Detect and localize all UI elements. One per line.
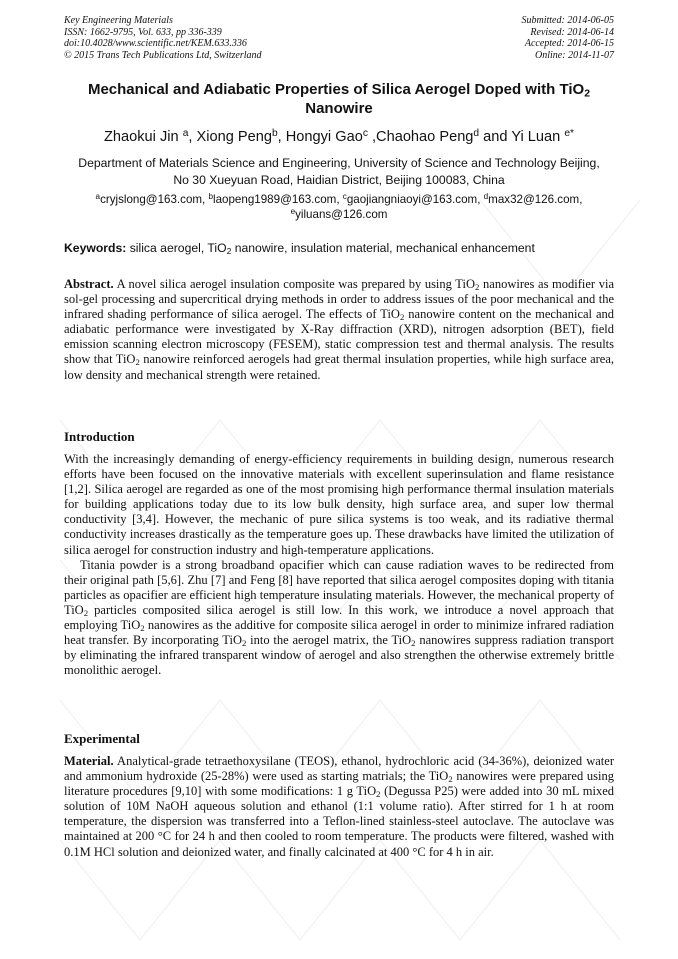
keywords-text-1: silica aerogel, TiO bbox=[129, 241, 227, 255]
doi-line: doi:10.4028/www.scientific.net/KEM.633.336 bbox=[64, 38, 247, 49]
author-name: Yi Luan bbox=[511, 129, 561, 145]
intro-text: nanowires suppress radiation transport by eliminating the infrared transparent window of aerogel and also strengthen the otherwise extremely brittle monolithic aerogel. bbox=[64, 633, 614, 678]
affiliation bbox=[40, 155, 638, 189]
author-name: Hongyi Gao bbox=[285, 129, 363, 145]
email-address[interactable]: yiluans@126.com bbox=[295, 208, 388, 221]
introduction-paragraph-2 bbox=[64, 558, 614, 679]
submitted-date: Submitted: 2014-06-05 bbox=[521, 15, 614, 26]
author-list: Zhaokui Jin $^a$, Xiong Peng$^b$, Hongyi Gao$^c$ ,Chaohao Peng$^d$ and Yi Luan $^{e*}$ bbox=[103, 127, 575, 145]
email-address[interactable]: gaojiangniaoyi@163.com bbox=[346, 193, 478, 206]
introduction-paragraph-1: With the increasingly demanding of energy-efficiency requirements in building design, numerous research efforts have been focused on the innovative materials with excellent superinsulation and flame resistance [1,2]. Silica aerogel are regarded as one of the most promising high performance thermal insulation materials for building applications today due to its low bulk density, high surface area, and super low thermal conductivity [3,4]. However, the mechanic of pure silica systems is too weak, and its radiative thermal conductivity increases drastically as the temperature goes up. These drawbacks have limited the utilization of silica aerogel for construction industry and high-temperature applications. bbox=[64, 452, 614, 557]
affiliation-line-1: Department of Materials Science and Engineering, University of Science and Technology Beijing, bbox=[78, 156, 600, 170]
author-sup: b bbox=[271, 127, 278, 139]
email-sup: a bbox=[95, 191, 101, 201]
author-sup: e* bbox=[564, 127, 575, 139]
abstract-sub: 2 bbox=[475, 282, 480, 293]
experimental-text: nanowires were prepared using literature procedures [9,10] with some modifications: 1 g TiO bbox=[64, 769, 615, 799]
intro-sub: 2 bbox=[140, 623, 145, 634]
author-name: Xiong Peng bbox=[196, 129, 272, 145]
experimental-text: Analytical-grade tetraethoxysilane (TEOS), ethanol, hydrochloric acid (34-36%), deionized water and ammonium hydroxide (25-28%) were used as starting matrials; the TiO bbox=[64, 754, 614, 784]
abstract-sub: 2 bbox=[399, 312, 405, 323]
email-sup: c bbox=[342, 191, 347, 201]
abstract-sub: 2 bbox=[135, 357, 140, 368]
abstract-text: nanowires as modifier via sol-gel processing and supercritical drying methods in order to address issues of the poor mechanical and the infrared shading performance of silica aerogel. The effects of TiO bbox=[64, 277, 614, 322]
abstract-text: A novel silica aerogel insulation composite was prepared by using TiO bbox=[113, 277, 476, 291]
author-emails: $^a$cryjslong@163.com, $^b$laopeng1989@163.com, $^c$gaojiangniaoyi@163.com, $^d$max32@126.com, $^e$yiluans@126.com bbox=[95, 191, 583, 221]
keywords-text-2: nanowire, insulation material, mechanical enhancement bbox=[231, 241, 535, 255]
keywords-label: Keywords: bbox=[64, 241, 127, 255]
paper-title bbox=[60, 80, 618, 118]
experimental-body bbox=[64, 754, 614, 860]
email-address[interactable]: cryjslong@163.com bbox=[100, 193, 203, 206]
affiliation-line-2: No 30 Xueyuan Road, Haidian District, Beijing 100083, China bbox=[173, 173, 505, 187]
title-line-2: Nanowire bbox=[305, 100, 373, 117]
abstract-label: Abstract. bbox=[64, 277, 114, 291]
revised-date: Revised: 2014-06-14 bbox=[530, 26, 614, 38]
issn-line: ISSN: 1662-9795, Vol. 633, pp 336-339 bbox=[64, 26, 222, 38]
intro-text: Titania powder is a strong broadband opacifier which can cause radiation waves to be redirected from their original path [5,6]. Zhu [7] and Feng [8] have reported that silica aerogel composites doping with titania particles as opacifier are efficient high temperature insulating materials. However, the mechanical property of TiO bbox=[64, 557, 614, 617]
email-address[interactable]: laopeng1989@163.com bbox=[213, 193, 337, 206]
online-date: Online: 2014-11-07 bbox=[535, 49, 614, 61]
experimental-sub: 2 bbox=[448, 774, 453, 785]
header-left bbox=[64, 15, 262, 61]
material-label: Material. bbox=[64, 754, 114, 768]
experimental-text: (Degussa P25) were added into 30 mL mixed solution of 10M NaOH aqueous solution and ethanol (1:1 volume ratio). After stirred for 1 h at room temperature, the dispersion was transferred into a Teflon-lined stainless-steel autoclave. The autoclave was maintained at 200 °C for 24 h and then cooled to room temperature. The products were filtered, washed with 0.1M HCl solution and deionized water, and finally calcinated at 400 °C for 4 h in air. bbox=[64, 784, 614, 859]
author-name: Chaohao Peng bbox=[376, 129, 474, 145]
intro-sub: 2 bbox=[411, 638, 416, 649]
intro-sub: 2 bbox=[83, 608, 89, 619]
author-sup: a bbox=[182, 127, 189, 139]
accepted-date: Accepted: 2014-06-15 bbox=[524, 38, 614, 49]
abstract-text: nanowire content on the mechanical and adiabatic performance were investigated by X-Ray diffraction (XRD), nitrogen adsorption (BET), field emission scanning electron microscopy (FESEM), static compression test and thermal analysis. The results show that TiO bbox=[64, 307, 615, 367]
abstract bbox=[64, 277, 614, 383]
introduction-heading: Introduction bbox=[64, 429, 135, 444]
author-sup: d bbox=[473, 127, 480, 139]
author-sup: c bbox=[362, 127, 368, 139]
header-right bbox=[522, 15, 615, 61]
copyright-line: © 2015 Trans Tech Publications Ltd, Switzerland bbox=[64, 49, 262, 61]
introduction-body bbox=[64, 452, 614, 678]
experimental-sub: 2 bbox=[376, 789, 381, 800]
title-subscript: 2 bbox=[584, 87, 591, 100]
title-line-1: Mechanical and Adiabatic Properties of Silica Aerogel Doped with TiO bbox=[87, 81, 585, 98]
email-sup: e bbox=[290, 206, 296, 216]
intro-text: into the aerogel matrix, the TiO bbox=[246, 633, 412, 648]
intro-text: nanowires as the additive for composite silica aerogel in order to minimize infrared radiation heat transfer. By incorporating TiO bbox=[64, 618, 615, 648]
author-name: Zhaokui Jin bbox=[103, 129, 179, 145]
experimental-heading: Experimental bbox=[64, 731, 140, 746]
email-address[interactable]: max32@126.com bbox=[488, 193, 580, 206]
keywords-sub: 2 bbox=[226, 246, 232, 257]
abstract-text: nanowire reinforced aerogels had great thermal insulation properties, while high surface area, low density and mechanical strength were retained. bbox=[64, 352, 614, 382]
intro-text: particles composited silica aerogel is still low. In this work, we introduce a novel approach that employing TiO bbox=[64, 602, 614, 633]
email-sup: d bbox=[483, 191, 489, 201]
email-sup: b bbox=[208, 191, 214, 201]
keywords-line bbox=[64, 241, 638, 255]
intro-sub: 2 bbox=[242, 638, 247, 649]
journal-name: Key Engineering Materials bbox=[64, 15, 173, 26]
